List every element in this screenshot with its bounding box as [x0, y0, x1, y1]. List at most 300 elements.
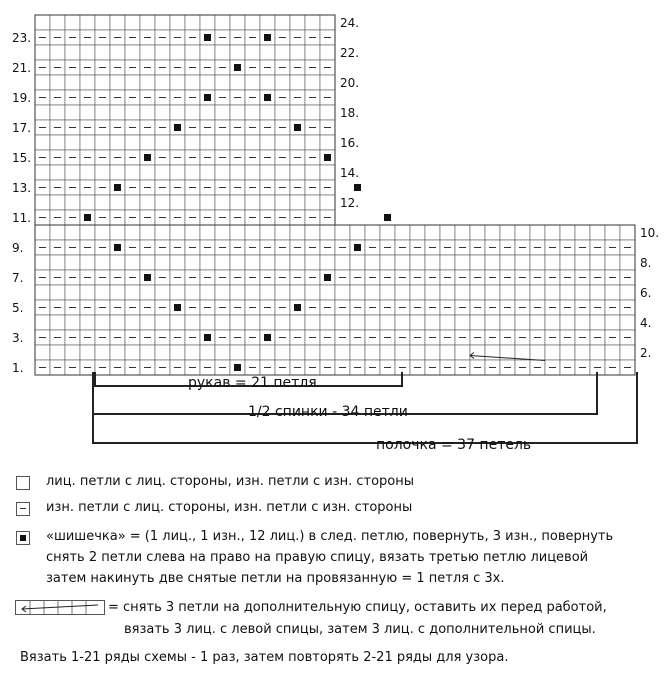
chart-cell [65, 165, 80, 180]
chart-cell [620, 255, 635, 270]
chart-cell [50, 345, 65, 360]
chart-cell [320, 345, 335, 360]
bobble-mark [114, 244, 121, 251]
chart-cell [365, 255, 380, 270]
row-label-right: 8. [640, 256, 652, 270]
chart-cell [140, 195, 155, 210]
half-back-label: 1/2 спинки - 34 петли [248, 404, 408, 420]
chart-cell [500, 285, 515, 300]
chart-cell [260, 255, 275, 270]
chart-cell [380, 345, 395, 360]
chart-cell [95, 45, 110, 60]
chart-cell [245, 105, 260, 120]
chart-cell [290, 75, 305, 90]
bobble-mark [174, 124, 181, 131]
row-label-right: 6. [640, 286, 652, 300]
chart-cell [110, 135, 125, 150]
chart-cell [80, 195, 95, 210]
chart-cell [35, 105, 50, 120]
legend-bobble-text-1: «шишечка» = (1 лиц., 1 изн., 12 лиц.) в след. петлю, повернуть, 3 изн., повернуть [46, 529, 614, 544]
chart-cell [80, 315, 95, 330]
chart-cell [365, 315, 380, 330]
row-label-right: 14. [340, 166, 360, 180]
chart-cell [275, 345, 290, 360]
chart-cell [425, 285, 440, 300]
chart-cell [590, 255, 605, 270]
chart-cell [65, 345, 80, 360]
row-label-left: 17. [12, 121, 32, 135]
chart-cell [35, 15, 50, 30]
chart-cell [155, 315, 170, 330]
chart-cell [80, 255, 95, 270]
bobble-mark [234, 364, 241, 371]
chart-cell [125, 15, 140, 30]
bobble-mark [354, 184, 361, 191]
row-label-right: 16. [340, 136, 360, 150]
chart-cell [260, 75, 275, 90]
chart-cell [65, 45, 80, 60]
chart-cell [170, 195, 185, 210]
row-label-left: 7. [12, 271, 24, 285]
chart-cell [365, 225, 380, 240]
chart-cell [305, 165, 320, 180]
chart-cell [410, 255, 425, 270]
chart-cell [470, 315, 485, 330]
chart-cell [320, 225, 335, 240]
chart-cell [200, 255, 215, 270]
chart-cell [380, 225, 395, 240]
chart-cell [305, 45, 320, 60]
chart-cell [215, 195, 230, 210]
bobble-mark [114, 184, 121, 191]
chart-cell [215, 225, 230, 240]
chart-cell [185, 15, 200, 30]
legend-purl-text: изн. петли с лиц. стороны, изн. петли с изн. стороны [46, 500, 413, 515]
chart-cell [305, 15, 320, 30]
chart-cell [200, 225, 215, 240]
chart-cell [275, 165, 290, 180]
chart-cell [320, 105, 335, 120]
chart-cell [140, 165, 155, 180]
chart-cell [140, 345, 155, 360]
chart-cell [215, 165, 230, 180]
chart-cell [365, 285, 380, 300]
chart-cell [155, 45, 170, 60]
chart-cell [260, 105, 275, 120]
row-label-right: 12. [340, 196, 360, 210]
chart-cell [65, 105, 80, 120]
chart-cell [140, 45, 155, 60]
chart-cell [125, 315, 140, 330]
chart-cell [260, 225, 275, 240]
chart-cell [305, 345, 320, 360]
chart-cell [395, 345, 410, 360]
chart-cell [50, 45, 65, 60]
chart-cell [140, 255, 155, 270]
chart-cell [80, 75, 95, 90]
chart-cell [335, 225, 350, 240]
chart-cell [50, 225, 65, 240]
chart-cell [500, 255, 515, 270]
chart-cell [245, 15, 260, 30]
chart-cell [380, 255, 395, 270]
chart-cell [200, 75, 215, 90]
purl-symbol-icon [16, 502, 30, 516]
chart-cell [50, 75, 65, 90]
chart-cell [140, 15, 155, 30]
chart-cell [320, 135, 335, 150]
chart-cell [410, 285, 425, 300]
chart-cell [275, 105, 290, 120]
row-label-right: 10. [640, 226, 660, 240]
chart-cell [215, 45, 230, 60]
row-label-left: 15. [12, 151, 32, 165]
chart-cell [155, 105, 170, 120]
chart-cell [185, 345, 200, 360]
chart-cell [95, 75, 110, 90]
chart-cell [125, 105, 140, 120]
chart-cell [80, 105, 95, 120]
chart-cell [185, 165, 200, 180]
chart-cell [320, 75, 335, 90]
chart-cell [275, 225, 290, 240]
chart-cell [335, 345, 350, 360]
chart-cell [320, 255, 335, 270]
chart-cell [260, 135, 275, 150]
row-label-left: 13. [12, 181, 32, 195]
chart-cell [230, 225, 245, 240]
row-label-left: 3. [12, 331, 24, 345]
chart-cell [170, 285, 185, 300]
legend-knit-text: лиц. петли с лиц. стороны, изн. петли с изн. стороны [46, 474, 415, 489]
chart-cell [530, 225, 545, 240]
chart-cell [170, 165, 185, 180]
chart-cell [365, 345, 380, 360]
chart-cell [185, 135, 200, 150]
bobble-mark [204, 94, 211, 101]
chart-cell [380, 285, 395, 300]
bobble-mark [264, 34, 271, 41]
chart-cell [515, 345, 530, 360]
chart-cell [125, 345, 140, 360]
chart-cell [290, 135, 305, 150]
chart-cell [335, 255, 350, 270]
chart-cell [500, 225, 515, 240]
chart-cell [50, 165, 65, 180]
chart-cell [515, 285, 530, 300]
bobble-mark [264, 334, 271, 341]
row-label-left: 23. [12, 31, 32, 45]
chart-cell [200, 165, 215, 180]
legend-bobble-text-2: снять 2 петли слева на право на правую спицу, вязать третью петлю лицевой [46, 550, 589, 565]
chart-cell [350, 255, 365, 270]
row-label-right: 18. [340, 106, 360, 120]
bobble-mark [174, 304, 181, 311]
chart-cell [290, 285, 305, 300]
chart-cell [200, 15, 215, 30]
chart-cell [200, 135, 215, 150]
chart-cell [185, 225, 200, 240]
chart-cell [590, 285, 605, 300]
row-label-right: 22. [340, 46, 360, 60]
chart-cell [560, 225, 575, 240]
chart-cell [305, 105, 320, 120]
chart-cell [80, 135, 95, 150]
chart-cell [140, 75, 155, 90]
chart-cell [350, 315, 365, 330]
chart-cell [455, 345, 470, 360]
chart-cell [230, 75, 245, 90]
chart-cell [50, 15, 65, 30]
chart-cell [455, 225, 470, 240]
chart-cell [230, 195, 245, 210]
chart-cell [410, 345, 425, 360]
chart-cell [110, 165, 125, 180]
chart-cell [95, 195, 110, 210]
bobble-mark [294, 124, 301, 131]
bobble-mark [144, 154, 151, 161]
chart-cell [455, 285, 470, 300]
chart-cell [95, 15, 110, 30]
chart-cell [275, 15, 290, 30]
chart-cell [80, 345, 95, 360]
chart-cell [620, 225, 635, 240]
chart-cell [230, 285, 245, 300]
row-label-right: 24. [340, 16, 360, 30]
chart-cell [110, 75, 125, 90]
chart-cell [485, 285, 500, 300]
chart-cell [215, 285, 230, 300]
chart-cell [215, 135, 230, 150]
chart-cell [245, 45, 260, 60]
chart-cell [215, 345, 230, 360]
chart-cell [590, 315, 605, 330]
chart-cell [170, 105, 185, 120]
chart-cell [320, 315, 335, 330]
chart-cell [275, 135, 290, 150]
chart-cell [275, 285, 290, 300]
chart-cell [290, 45, 305, 60]
chart-cell [140, 135, 155, 150]
chart-cell [260, 15, 275, 30]
chart-cell [80, 165, 95, 180]
chart-cell [605, 255, 620, 270]
chart-cell [305, 195, 320, 210]
bobble-symbol-icon [16, 531, 30, 545]
chart-cell [35, 345, 50, 360]
chart-cell [245, 75, 260, 90]
chart-cell [605, 315, 620, 330]
chart-cell [65, 75, 80, 90]
chart-cell [200, 195, 215, 210]
chart-cell [185, 105, 200, 120]
chart-cell [560, 345, 575, 360]
chart-cell [275, 75, 290, 90]
chart-cell [305, 255, 320, 270]
chart-cell [560, 255, 575, 270]
chart-cell [140, 105, 155, 120]
chart-cell [200, 105, 215, 120]
bobble-mark [324, 274, 331, 281]
chart-cell [155, 345, 170, 360]
chart-cell [185, 195, 200, 210]
chart-cell [95, 135, 110, 150]
chart-cell [125, 255, 140, 270]
chart-cell [440, 285, 455, 300]
chart-cell [155, 225, 170, 240]
chart-cell [110, 345, 125, 360]
chart-cell [110, 15, 125, 30]
chart-cell [440, 255, 455, 270]
chart-cell [215, 315, 230, 330]
chart-cell [35, 75, 50, 90]
bobble-mark [204, 34, 211, 41]
chart-cell [395, 255, 410, 270]
chart-cell [395, 225, 410, 240]
chart-cell [590, 225, 605, 240]
bobble-mark [204, 334, 211, 341]
chart-cell [140, 315, 155, 330]
chart-cell [290, 165, 305, 180]
chart-cell [440, 225, 455, 240]
chart-cell [245, 225, 260, 240]
chart-cell [515, 225, 530, 240]
bobble-mark [144, 274, 151, 281]
bobble-mark [324, 154, 331, 161]
chart-cell [215, 15, 230, 30]
chart-cell [425, 315, 440, 330]
chart-cell [485, 255, 500, 270]
chart-cell [320, 195, 335, 210]
chart-cell [35, 195, 50, 210]
chart-cell [515, 255, 530, 270]
chart-cell [170, 225, 185, 240]
chart-cell [230, 255, 245, 270]
chart-cell [545, 315, 560, 330]
chart-cell [410, 315, 425, 330]
chart-cell [530, 315, 545, 330]
chart-cell [50, 135, 65, 150]
chart-cell [185, 255, 200, 270]
chart-cell [125, 285, 140, 300]
chart-cell [65, 195, 80, 210]
chart-cell [320, 285, 335, 300]
chart-cell [155, 75, 170, 90]
cable-symbol-icon [15, 600, 105, 615]
chart-cell [35, 135, 50, 150]
chart-cell [50, 105, 65, 120]
chart-cell [335, 315, 350, 330]
row-label-right: 2. [640, 346, 652, 360]
chart-cell [170, 345, 185, 360]
chart-cell [545, 225, 560, 240]
chart-cell [260, 195, 275, 210]
legend-cable-text-1: = снять 3 петли на дополнительную спицу, оставить их перед работой, [108, 600, 607, 615]
row-label-left: 11. [12, 211, 32, 225]
chart-cell [215, 75, 230, 90]
chart-cell [305, 135, 320, 150]
bobble-mark [234, 64, 241, 71]
chart-cell [95, 105, 110, 120]
chart-cell [110, 225, 125, 240]
row-label-left: 19. [12, 91, 32, 105]
chart-cell [260, 45, 275, 60]
chart-cell [155, 285, 170, 300]
chart-cell [155, 195, 170, 210]
sleeve-label: рукав = 21 петля [188, 375, 317, 391]
chart-cell [155, 135, 170, 150]
legend-cable-text-2: вязать 3 лиц. с левой спицы, затем 3 лиц. с дополнительной спицы. [124, 622, 596, 637]
row-label-left: 9. [12, 241, 24, 255]
row-label-right: 4. [640, 316, 652, 330]
chart-cell [605, 345, 620, 360]
bobble-mark [384, 214, 391, 221]
chart-cell [200, 45, 215, 60]
chart-cell [230, 315, 245, 330]
chart-cell [545, 345, 560, 360]
chart-cell [245, 255, 260, 270]
bobble-mark [84, 214, 91, 221]
chart-cell [305, 75, 320, 90]
chart-cell [65, 315, 80, 330]
chart-cell [80, 225, 95, 240]
row-label-left: 5. [12, 301, 24, 315]
chart-cell [125, 165, 140, 180]
chart-cell [335, 285, 350, 300]
chart-cell [125, 75, 140, 90]
chart-cell [170, 45, 185, 60]
chart-cell [110, 45, 125, 60]
chart-cell [530, 285, 545, 300]
row-label-right: 20. [340, 76, 360, 90]
chart-cell [200, 345, 215, 360]
chart-cell [35, 165, 50, 180]
chart-cell [515, 315, 530, 330]
chart-cell [545, 285, 560, 300]
chart-cell [125, 225, 140, 240]
chart-cell [110, 315, 125, 330]
chart-cell [170, 15, 185, 30]
chart-cell [110, 255, 125, 270]
chart-cell [125, 45, 140, 60]
chart-cell [530, 345, 545, 360]
chart-cell [50, 195, 65, 210]
chart-cell [215, 255, 230, 270]
footer-instruction: Вязать 1-21 ряды схемы - 1 раз, затем повторять 2-21 ряды для узора. [20, 650, 509, 665]
knit-symbol-icon [16, 476, 30, 490]
chart-cell [350, 225, 365, 240]
chart-cell [170, 315, 185, 330]
chart-cell [140, 285, 155, 300]
chart-cell [260, 285, 275, 300]
chart-cell [95, 315, 110, 330]
chart-cell [290, 225, 305, 240]
chart-cell [185, 75, 200, 90]
chart-cell [455, 255, 470, 270]
chart-cell [305, 285, 320, 300]
chart-cell [65, 255, 80, 270]
chart-cell [185, 315, 200, 330]
chart-cell [230, 15, 245, 30]
chart-cell [95, 285, 110, 300]
chart-cell [275, 45, 290, 60]
chart-cell [470, 285, 485, 300]
chart-cell [230, 45, 245, 60]
chart-cell [545, 255, 560, 270]
chart-cell [290, 345, 305, 360]
chart-cell [350, 345, 365, 360]
chart-cell [110, 285, 125, 300]
